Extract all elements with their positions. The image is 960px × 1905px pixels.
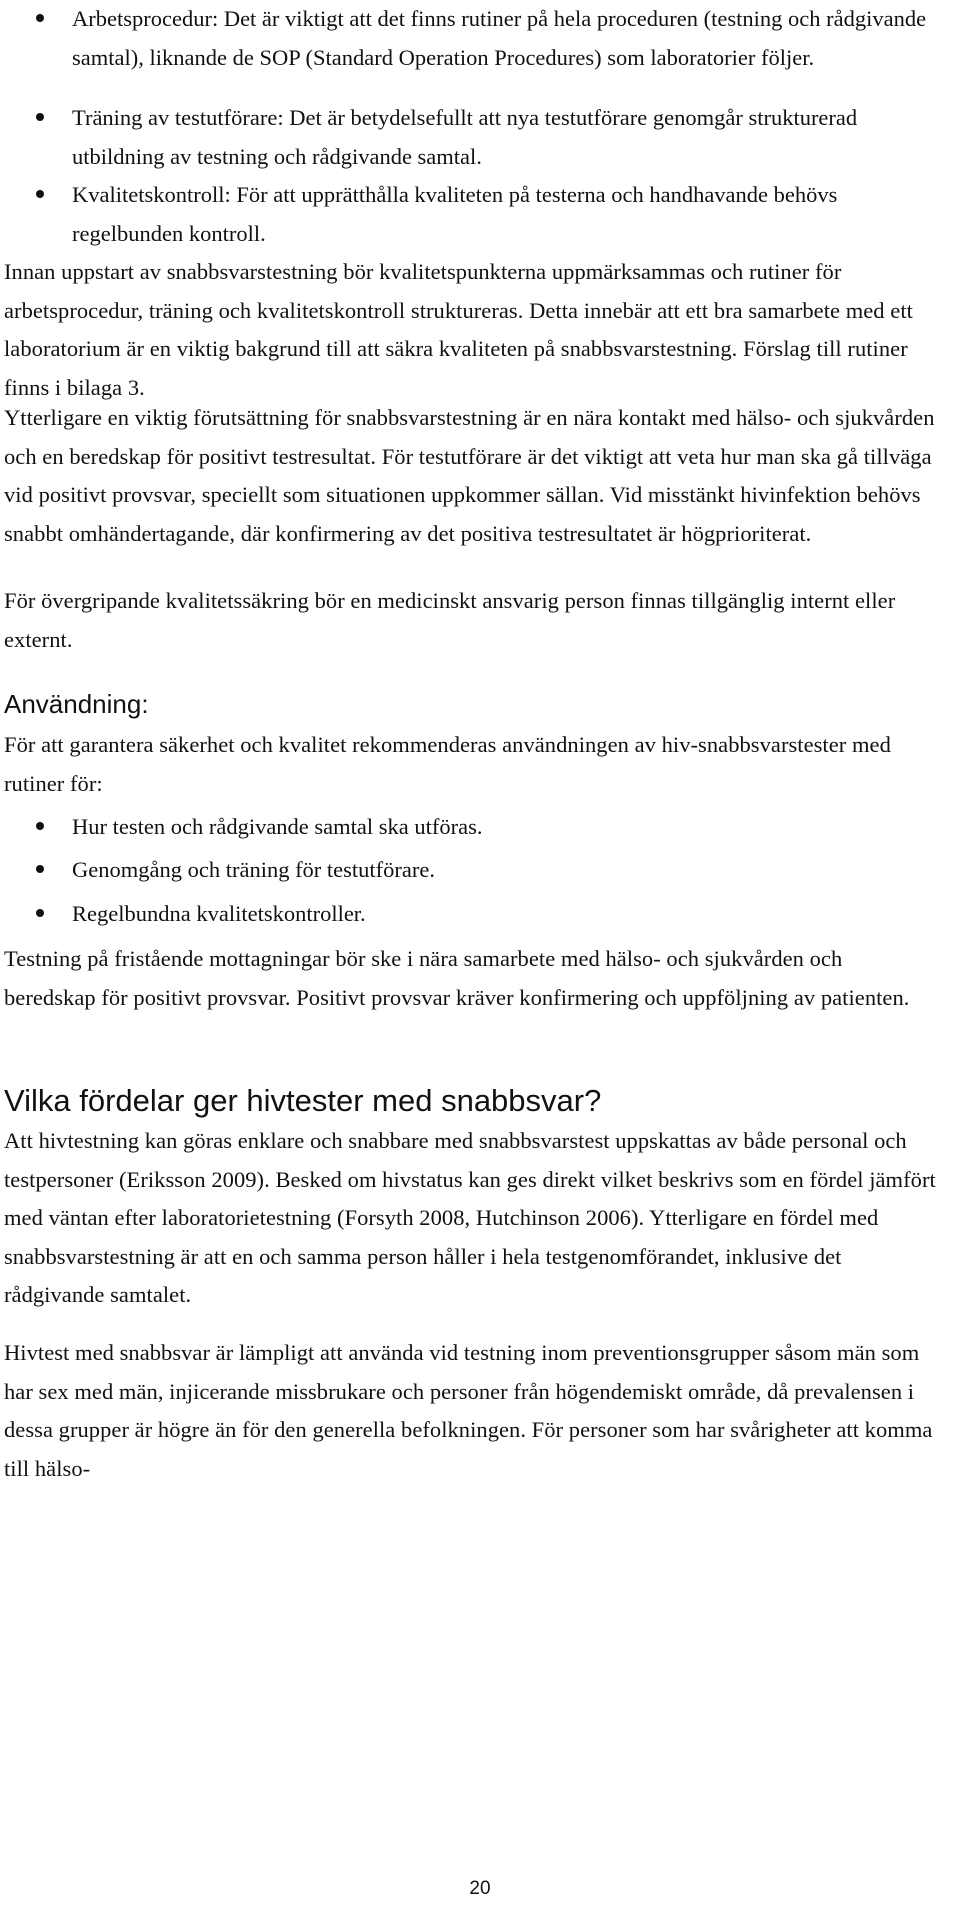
section-heading: Användning: (4, 689, 149, 719)
section-heading: Vilka fördelar ger hivtester med snabbsvar? (4, 1083, 602, 1118)
paragraph: För övergripande kvalitetssäkring bör en medicinskt ansvarig person finnas tillgänglig internt eller externt. (4, 588, 896, 652)
list-item-text: Arbetsprocedur: Det är viktigt att det finns rutiner på hela proceduren (testning och rådgivande samtal), liknande de SOP (Standard Operation Procedures) som laboratorier följer. (72, 6, 927, 70)
bullet-icon (36, 909, 44, 917)
list-item (24, 176, 939, 253)
list-item-text: Genomgång och träning för testutförare. (72, 857, 435, 882)
bullet-icon (36, 113, 44, 121)
list-item (24, 851, 939, 890)
list-item-text: Regelbundna kvalitetskontroller. (72, 901, 366, 926)
bullet-icon (36, 190, 44, 198)
list-item-text: Kvalitetskontroll: För att upprätthålla kvaliteten på testerna och handhavande behövs regelbunden kontroll. (72, 182, 838, 246)
list-item (24, 895, 939, 934)
list-item (24, 0, 939, 77)
list-item-text: Träning av testutförare: Det är betydelsefullt att nya testutförare genomgår strukturerad utbildning av testning och rådgivande samtal. (72, 105, 858, 169)
bullet-icon (36, 822, 44, 830)
bullet-icon (36, 14, 44, 22)
paragraph: För att garantera säkerhet och kvalitet rekommenderas användningen av hiv-snabbsvarstester med rutiner för: (4, 732, 891, 796)
list-item-text: Hur testen och rådgivande samtal ska utföras. (72, 814, 483, 839)
list-item (24, 99, 939, 176)
bullet-icon (36, 865, 44, 873)
paragraph: Ytterligare en viktig förutsättning för snabbsvarstestning är en nära kontakt med hälso- och sjukvården och en beredskap för positivt testresultat. För testutförare är det viktigt att veta hur man ska gå tillväga vid positivt provsvar, speciellt som situationen uppkommer sällan. Vid misstänkt hivinfektion behövs snabbt omhändertagande, där konfirmering av det positiva testresultatet är högprioriterat. (4, 405, 935, 546)
page-number: 20 (469, 1878, 491, 1899)
paragraph: Testning på fristående mottagningar bör ske i nära samarbete med hälso- och sjukvården och beredskap för positivt provsvar. Positivt provsvar kräver konfirmering och uppföljning av patienten. (4, 946, 910, 1010)
paragraph: Hivtest med snabbsvar är lämpligt att använda vid testning inom preventionsgrupper såsom män som har sex med män, injicerande missbrukare och personer från högendemiskt område, då prevalensen i dessa grupper är högre än för den generella befolkningen. För personer som har svårigheter att komma till hälso- (4, 1340, 933, 1481)
paragraph: Innan uppstart av snabbsvarstestning bör kvalitetspunkterna uppmärksammas och rutiner för arbetsprocedur, träning och kvalitetskontroll struktureras. Detta innebär att ett bra samarbete med ett laboratorium är en viktig bakgrund till att säkra kvaliteten på snabbsvarstestning. Förslag till rutiner finns i bilaga 3. (4, 259, 913, 400)
list-item (24, 808, 939, 847)
paragraph: Att hivtestning kan göras enklare och snabbare med snabbsvarstest uppskattas av både personal och testpersoner (Eriksson 2009). Besked om hivstatus kan ges direkt vilket beskrivs som en fördel jämfört med väntan efter laboratorietestning (Forsyth 2008, Hutchinson 2006). Ytterligare en fördel med snabbsvarstestning är att en och samma person håller i hela testgenomförandet, inklusive det rådgivande samtalet. (4, 1128, 936, 1307)
